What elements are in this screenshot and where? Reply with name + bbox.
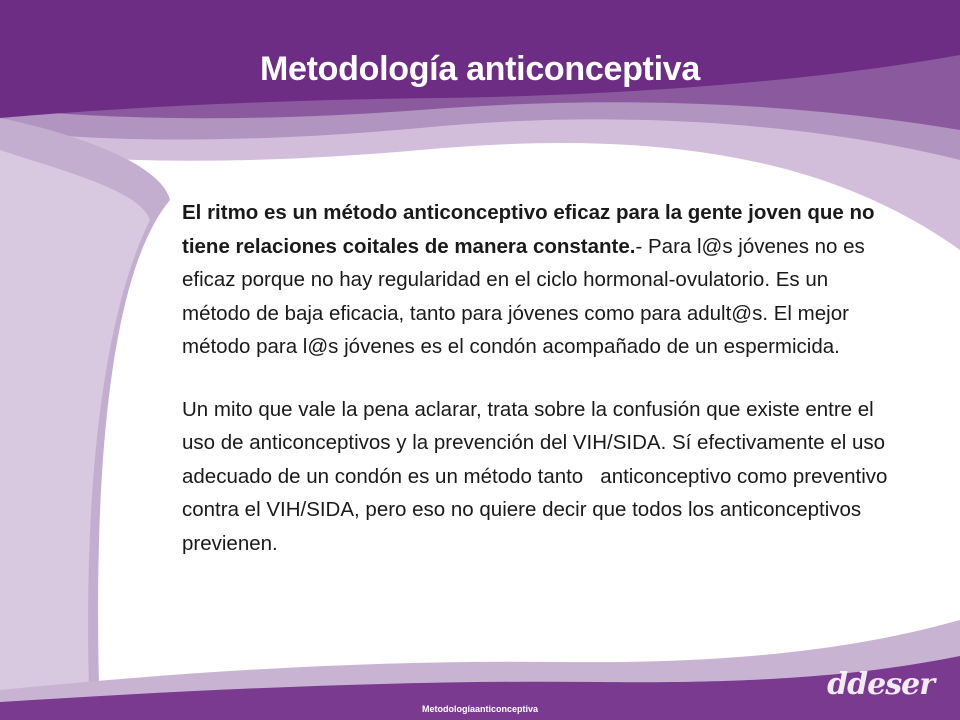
paragraph-myth: Un mito que vale la pena aclarar, trata sobre la confusión que existe entre el uso de anticonceptivos y la prevención del VIH/SIDA. Sí efectivamente el uso adecuado de un condón es un método tanto anticonceptivo como preventivo contra el VIH/SIDA, pero eso no quiere decir que todos los anticonceptivos previenen. bbox=[182, 397, 894, 555]
footer-caption: Metodologíaanticonceptiva bbox=[421, 704, 538, 714]
paragraph-rhythm-method bbox=[182, 196, 894, 364]
left-swoosh-pale bbox=[0, 150, 150, 720]
slide-title: Metodología anticonceptiva bbox=[260, 50, 700, 88]
slide-body bbox=[182, 196, 894, 560]
paragraph-lead-bold: El ritmo es un método anticonceptivo eficaz para la gente joven que no tiene relaciones coitales de manera constante. bbox=[182, 201, 875, 258]
ddeser-logo: ddeser bbox=[827, 667, 934, 702]
paragraph-continuation: - Para l@s jóvenes no es eficaz porque no hay regularidad en el ciclo hormonal-ovulatorio. Es un método de baja eficacia, tanto para jóvenes como para adult@s. El mejor método para l@s jóvenes es el condón acompañado de un espermicida. bbox=[182, 234, 865, 358]
